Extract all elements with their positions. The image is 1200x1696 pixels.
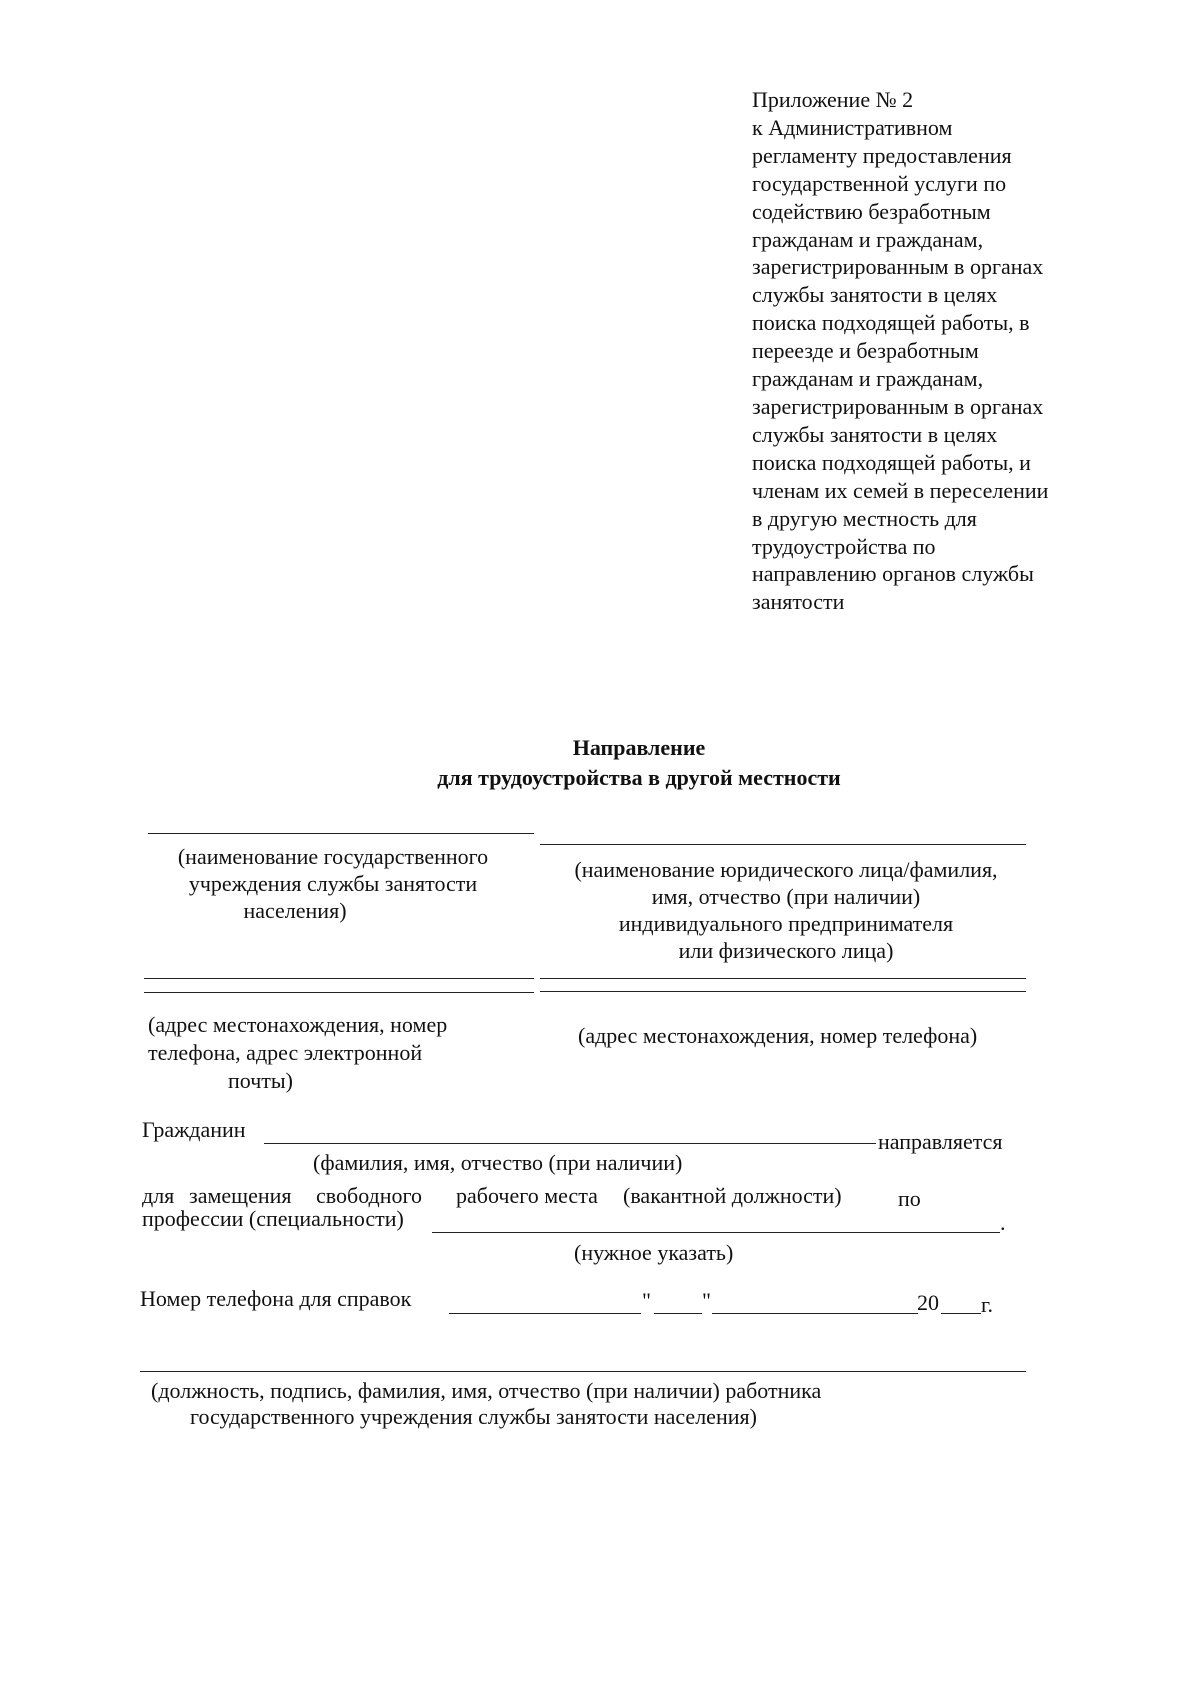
org-address-caption [148,1011,508,1095]
appendix-line: службы занятости в целях [752,421,998,447]
vacancy-word: рабочего места [456,1183,598,1208]
appendix-line: трудоустройства по [752,533,936,559]
quote-close: " [702,1288,711,1313]
org-address-field-line[interactable] [144,992,534,993]
signature-caption-line1: (должность, подпись, фамилия, имя, отчество (при наличии) работника [151,1378,822,1403]
caption-line: (наименование юридического лица/фамилия, [574,857,998,882]
document-subtitle: для трудоустройства в другой местности [437,765,841,790]
org-name-field-line[interactable] [148,833,534,834]
appendix-line: направлению органов службы [752,561,1034,587]
document-title: Направление [572,735,706,760]
specify-caption: (нужное указать) [574,1240,734,1265]
org-name-caption [140,843,526,924]
year-field-line[interactable] [941,1313,981,1314]
appendix-line: содействию безработным [752,198,991,224]
appendix-line: в другую местность для [752,505,977,531]
employer-name-field-line-2[interactable] [540,978,1026,979]
employer-name-field-line[interactable] [540,844,1026,845]
vacancy-word: свободного [316,1183,423,1208]
employer-address-caption: (адрес местонахождения, номер телефона) [578,1023,978,1048]
profession-label: профессии (специальности) [142,1206,404,1231]
vacancy-word: по [898,1186,921,1211]
caption-line: почты) [228,1068,293,1093]
employer-name-caption [548,856,1024,964]
vacancy-word: замещения [189,1183,292,1208]
vacancy-word: (вакантной должности) [623,1183,842,1208]
caption-line: (наименование государственного [177,844,489,869]
phone-label: Номер телефона для справок [140,1286,412,1311]
signature-field-line[interactable] [140,1371,1026,1372]
appendix-line: занятости [752,589,845,615]
appendix-line: регламенту предоставления [752,142,1012,168]
caption-line: телефона, адрес электронной [148,1040,423,1065]
year-suffix: г. [981,1292,994,1317]
appendix-line: членам их семей в переселении [752,477,1049,503]
appendix-line: службы занятости в целях [752,282,998,308]
appendix-line: гражданам и гражданам, [752,366,984,392]
day-field-line[interactable] [654,1313,702,1314]
appendix-line: зарегистрированным в органах [752,254,1044,280]
signature-caption-line2: государственного учреждения службы занятости населения) [190,1404,757,1429]
period: . [1000,1210,1006,1235]
caption-line: населения) [243,898,347,923]
citizen-name-field-line[interactable] [264,1143,876,1144]
vacancy-word: для [142,1183,175,1208]
directed-label: направляется [878,1129,1003,1154]
appendix-line: зарегистрированным в органах [752,393,1044,419]
appendix-line: переезде и безработным [752,338,979,364]
month-field-line[interactable] [712,1313,918,1314]
citizen-label: Гражданин [142,1117,246,1142]
caption-line: или физического лица) [678,938,894,963]
caption-line: индивидуального предпринимателя [618,911,954,936]
appendix-note [752,86,1112,616]
appendix-line: государственной услуги по [752,170,1007,196]
year-prefix: 20 [917,1290,939,1315]
employer-address-field-line[interactable] [540,991,1026,992]
caption-line: (адрес местонахождения, номер [148,1012,448,1037]
profession-field-line[interactable] [432,1232,1000,1233]
appendix-line: поиска подходящей работы, в [752,310,1030,336]
quote-open: " [642,1288,651,1313]
caption-line: имя, отчество (при наличии) [651,884,921,909]
org-name-field-line-2[interactable] [144,978,534,979]
appendix-line: поиска подходящей работы, и [752,449,1031,475]
appendix-line: к Административном [752,114,953,140]
caption-line: учреждения службы занятости [188,871,478,896]
phone-field-line[interactable] [449,1313,641,1314]
appendix-line: Приложение № 2 [752,87,914,112]
appendix-line: гражданам и гражданам, [752,226,984,252]
name-caption: (фамилия, имя, отчество (при наличии) [313,1150,683,1175]
